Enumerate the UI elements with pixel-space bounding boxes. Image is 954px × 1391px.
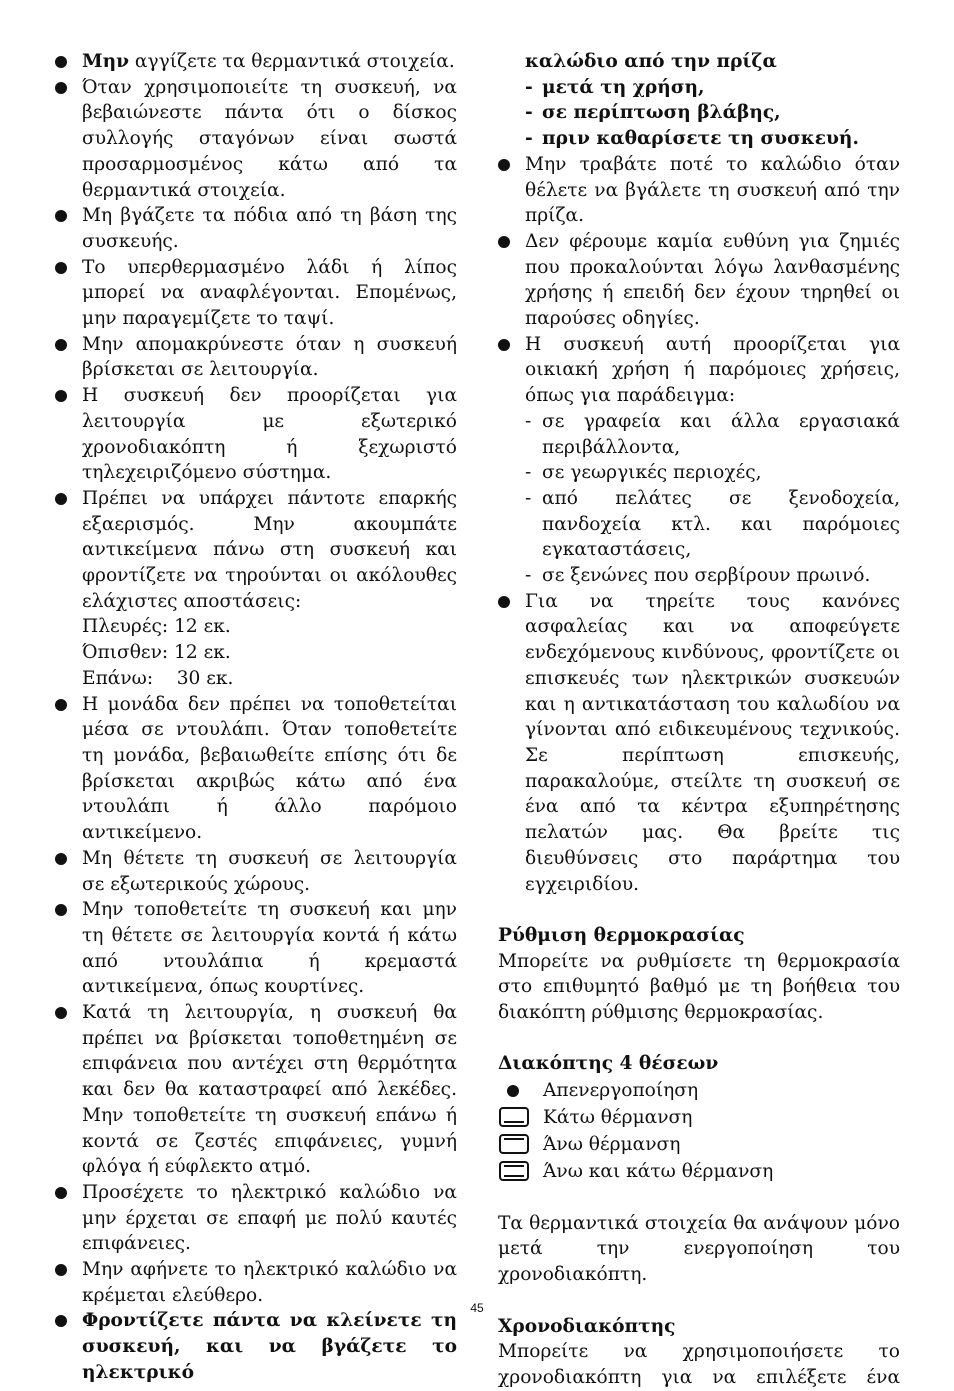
bullet-icon [55, 1315, 67, 1327]
safety-item-text: Όταν χρησιμοποιείτε τη συσκευή, να βεβαιώνεστε πάντα ότι ο δίσκος συλλογής σταγόνων είναι σωστά προσαρμοσμένος κάτω από τα θερμαντικά στοιχεία. [82, 76, 457, 201]
switch-position-top [498, 1131, 900, 1158]
safety-item-text: Μην τραβάτε ποτέ το καλώδιο όταν θέλετε να βγάλετε τη συσκευή από την πρίζα. [525, 153, 900, 227]
safety-item-bold: Μην [82, 51, 130, 72]
safety-item-text: Μην απομακρύνεστε όταν η συσκευή βρίσκεται σε λειτουργία. [82, 333, 457, 381]
dash-mark: - [525, 128, 533, 150]
bullet-icon [55, 1187, 67, 1199]
dash-item-text: από πελάτες σε ξενοδοχεία, πανδοχεία κτλ. και παρόμοιες εγκαταστάσεις, [542, 487, 900, 561]
bullet-icon [498, 236, 510, 248]
continuation-text: καλώδιο από την πρίζα [525, 51, 777, 72]
bullet-icon [55, 853, 67, 865]
bullet-icon [55, 904, 67, 916]
bottom-heat-icon [499, 1107, 529, 1127]
timer-text: Μπορείτε να χρησιμοποιήσετε το χρονοδιακόπτη για να επιλέξετε ένα [498, 1341, 900, 1388]
safety-item [55, 897, 457, 1000]
safety-item-text: αγγίζετε τα θερμαντικά στοιχεία. [129, 51, 455, 72]
safety-item [55, 332, 457, 383]
switch-position-label: Κάτω θέρμανση [543, 1107, 693, 1129]
bullet-icon [55, 390, 67, 402]
safety-item [498, 229, 900, 332]
safety-item-text: Για να τηρείτε τους κανόνες ασφαλείας και να αποφεύγετε ενδεχόμενους κινδύνους, φροντίζετε οι επισκευές των ηλεκτρικών συσκευών και η αντικατάσταση του καλωδίου να γίνονται από ειδικευμένους τεχνικούς. Σε περίπτωση επισκευής, παρακαλούμε, στείλτε τη συσκευή σε ένα από τα κέντρα εξυπηρέτησης πελατών μας. Θα βρείτε τις διευθύνσεις στο παράρτημα του εγχειριδίου. [525, 590, 900, 895]
safety-item-text: Δεν φέρουμε καμία ευθύνη για ζημιές που προκαλούνται λόγω λανθασμένης χρήσης ή επειδή δεν έχουν τηρηθεί οι παρούσες οδηγίες. [525, 230, 900, 330]
safety-item-text: Πρέπει να υπάρχει πάντοτε επαρκής εξαερισμός. Μην ακουμπάτε αντικείμενα πάνω στη συσκευή και φροντίζετε να τηρούνται οι ακόλουθες ελάχιστες αποστάσεις: [82, 487, 457, 612]
switch-position-bottom [498, 1104, 900, 1131]
continuation-dash-item [498, 126, 900, 152]
left-column [55, 49, 457, 1386]
bullet-icon [498, 596, 510, 608]
distance-line: Πλευρές: 12 εκ. [82, 616, 231, 638]
switch-position-label: Απενεργοποίηση [543, 1080, 699, 1102]
safety-item [55, 486, 457, 615]
bullet-icon [55, 210, 67, 222]
elements-note: Τα θερμαντικά στοιχεία θα ανάψουν μόνο μετά την ενεργοποίηση του χρονοδιακόπτη. [498, 1212, 900, 1286]
usage-dash-item [498, 460, 900, 486]
distance-line: Όπισθεν: 12 εκ. [82, 642, 231, 664]
safety-item-text: Η συσκευή δεν προορίζεται για λειτουργία με εξωτερικό χρονοδιακόπτη ή ξεχωριστό τηλεχειριζόμενο σύστημα. [82, 385, 457, 484]
right-column [498, 49, 900, 1391]
top-bottom-heat-icon [499, 1161, 529, 1181]
safety-item [55, 846, 457, 897]
temperature-text: Μπορείτε να ρυθμίσετε τη θερμοκρασία στο επιθυμητό βαθμό με τη βοήθεια του διακόπτη ρύθμισης θερμοκρασίας. [498, 950, 900, 1023]
bullet-icon [55, 339, 67, 351]
bullet-icon [498, 339, 510, 351]
off-dot-icon [507, 1085, 519, 1097]
bullet-icon [55, 56, 67, 68]
safety-item-text: Η μονάδα δεν πρέπει να τοποθετείται μέσα σε ντουλάπι. Όταν τοποθετείτε τη μονάδα, βεβαιωθείτε επίσης ότι δε βρίσκεται ακριβώς κάτω από ένα ντουλάπι ή άλλο παρόμοιο αντικείμενο. [82, 693, 457, 844]
dash-item-text: πριν καθαρίσετε τη συσκευή. [542, 128, 859, 150]
safety-item [55, 1180, 457, 1257]
dash-mark: - [525, 565, 532, 587]
switch-position-label: Άνω θέρμανση [543, 1134, 681, 1156]
dash-mark: - [525, 76, 533, 98]
timer-heading: Χρονοδιακόπτης [498, 1315, 676, 1337]
safety-item-text: Μη θέτετε τη συσκευή σε λειτουργία σε εξωτερικούς χώρους. [82, 847, 457, 895]
safety-item [498, 152, 900, 229]
page-number: 45 [470, 1301, 484, 1315]
usage-dash-item [498, 486, 900, 563]
safety-item-text: Μη βγάζετε τα πόδια από τη βάση της συσκευής. [82, 205, 457, 252]
safety-item-text: Κατά τη λειτουργία, η συσκευή θα πρέπει να βρίσκεται τοποθετημένη σε επιφάνεια που αντέχει στη θερμότητα και δεν θα καταστραφεί από λεκέδες. Μην τοποθετείτε τη συσκευή επάνω ή κοντά σε ζεστές επιφάνειες, γυμνή φλόγα ή εύφλεκτο ατμό. [82, 1002, 457, 1178]
top-heat-icon [499, 1134, 529, 1154]
safety-item [55, 1000, 457, 1180]
safety-item [55, 383, 457, 486]
bullet-icon [55, 699, 67, 711]
safety-item [498, 589, 900, 897]
safety-item [55, 49, 457, 75]
dash-item-text: σε ξενώνες που σερβίρουν πρωινό. [542, 565, 871, 587]
safety-item [55, 75, 457, 204]
bullet-icon [55, 1264, 67, 1276]
continuation-dash-item [498, 100, 900, 126]
usage-dash-item [498, 409, 900, 460]
switch-heading: Διακόπτης 4 θέσεων [498, 1053, 719, 1075]
dash-mark: - [525, 102, 533, 124]
safety-item-text: Μην αφήνετε το ηλεκτρικό καλώδιο να κρέμεται ελεύθερο. [82, 1259, 457, 1306]
safety-item [55, 255, 457, 332]
continuation-dash-item [498, 75, 900, 101]
usage-dash-item [498, 563, 900, 589]
safety-item-text: Φροντίζετε πάντα να κλείνετε τη συσκευή, και να βγάζετε το ηλεκτρικό [82, 1310, 457, 1383]
switch-position-label: Άνω και κάτω θέρμανση [543, 1161, 774, 1183]
temperature-heading: Ρύθμιση θερμοκρασίας [498, 924, 745, 946]
switch-position-off [498, 1077, 900, 1104]
safety-item-text: Το υπερθερμασμένο λάδι ή λίπος μπορεί να αναφλέγονται. Επομένως, μην παραγεμίζετε το ταψί. [82, 256, 457, 330]
switch-position-top-bottom [498, 1158, 900, 1185]
dash-mark: - [525, 487, 532, 509]
dash-item-text: σε περίπτωση βλάβης, [542, 102, 781, 124]
safety-item [55, 203, 457, 254]
dash-mark: - [525, 410, 532, 432]
safety-item-bold [55, 1308, 457, 1385]
safety-item-text: Προσέχετε το ηλεκτρικό καλώδιο να μην έρχεται σε επαφή με πολύ καυτές επιφάνειες. [82, 1181, 457, 1255]
bullet-icon [55, 82, 67, 94]
dash-item-text: σε γραφεία και άλλα εργασιακά περιβάλλοντα, [542, 410, 900, 458]
dash-mark: - [525, 462, 532, 484]
safety-item-text: Μην τοποθετείτε τη συσκευή και μην τη θέτετε σε λειτουργία κοντά ή κάτω από ντουλάπια ή κρεμαστά αντικείμενα, όπως κουρτίνες. [82, 899, 457, 998]
distance-line: Επάνω: 30 εκ. [82, 667, 234, 689]
dash-item-text: σε γεωργικές περιοχές, [542, 462, 762, 484]
safety-item-text: Η συσκευή αυτή προορίζεται για οικιακή χρήση ή παρόμοιες χρήσεις, όπως για παράδειγμα: [525, 333, 900, 407]
safety-item [498, 332, 900, 409]
safety-item [55, 692, 457, 846]
dash-item-text: μετά τη χρήση, [542, 76, 705, 98]
bullet-icon [498, 159, 510, 171]
bullet-icon [55, 493, 67, 505]
bullet-icon [55, 1007, 67, 1019]
bullet-icon [55, 262, 67, 274]
